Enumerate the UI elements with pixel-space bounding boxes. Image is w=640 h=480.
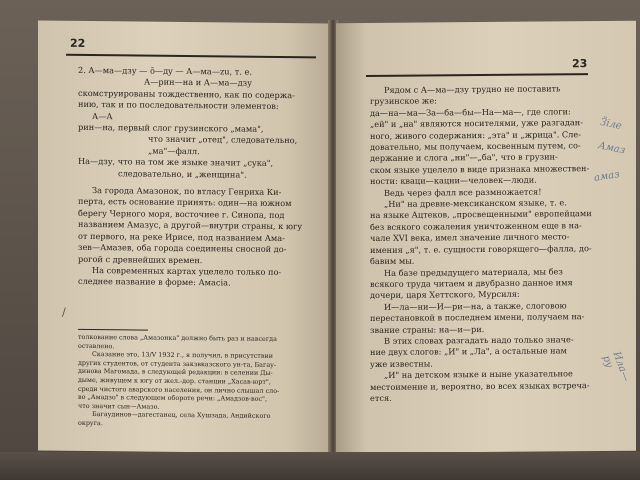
text-line: бавим мы. [370, 255, 415, 267]
text-line: звание страны: на—и—ри. [370, 323, 485, 335]
footnote-line: других студентов, от студента закзвказского ун-та, Багау- [78, 358, 277, 369]
pencil-slash-mark: / [62, 305, 66, 319]
handwritten-note: Амаз [597, 140, 627, 157]
text-line: зев—Амазев, оба города соединены сносной до- [78, 241, 287, 255]
footnote-line: Сказание это, 13/V 1932 г., я получил, в присутствии [92, 350, 273, 361]
handwritten-note: амаз [593, 169, 621, 184]
text-line: да—на—ма—За—ба—бы—На—ма—, где слоги: [370, 106, 571, 118]
table-shadow [0, 452, 640, 480]
page-number-right: 23 [572, 57, 588, 71]
right-body-text [370, 83, 595, 404]
text-line: На—дзу, что на том же языке значит „сука", [78, 156, 274, 169]
text-line: уже известны. [370, 358, 433, 369]
text-line: А—рин—на и А—ма—дзу [144, 76, 252, 89]
footnote-line: во „Амадзо" в следующем обороте речи: „Амадзов-вос", [78, 393, 268, 404]
right-page [336, 21, 636, 454]
text-line: местоимение и, вероятно, во всех языках встреча- [370, 379, 590, 392]
text-line: берегу Черного моря, восточнее г. Синопа, под [78, 207, 285, 220]
text-line: перта, есть основание принять: один—на южном [78, 196, 292, 209]
text-line: Ведь через фалл все размножается! [384, 186, 542, 198]
footnote-line: округа. [78, 418, 103, 428]
text-line: следовательно, и „женщина". [118, 167, 247, 180]
text-line: нию, так и по последовательности элементов: [78, 99, 279, 112]
text-line: На современных картах уцелело только по- [92, 264, 282, 277]
header-rule-right [366, 73, 588, 77]
text-line: названием Амазус, а другой—внутри страны, к югу [78, 219, 303, 232]
text-line: скомструированы тождественно, как по содержа- [78, 87, 295, 100]
text-line: ется. [370, 392, 392, 403]
text-line: рогой с древнейших времен. [78, 253, 203, 265]
text-line: ности: кваци—кацни—человек—люди. [370, 174, 537, 187]
left-footnotes [78, 333, 318, 430]
footnote-line: что значит сын—Амазо. [78, 401, 160, 411]
text-line: рин—на, первый слог грузинского „мама", [78, 121, 264, 134]
text-line: И—ла—ни—И—ри—на, а также, слоговою [384, 300, 567, 312]
footnote-line: оставлено. [78, 341, 115, 350]
footnote-rule [78, 329, 148, 331]
header-rule-left [66, 54, 316, 59]
text-line: ском языке уцелело в виде признака множествен- [370, 162, 590, 175]
footnote-line: среди чистого аварского населения, он лично слышал сло- [78, 384, 280, 395]
left-page [38, 20, 330, 453]
footnote-line: толкование слова „Амазонка" должно быть раз и навсегда [78, 332, 277, 343]
text-line: Рядом с А—ма—дзу трудно не поставить [384, 83, 561, 95]
text-line: грузинское же: [370, 95, 437, 107]
text-line: на языке Ацтеков, „просвещенными" европейцами [370, 208, 592, 221]
page-number-left: 22 [70, 36, 86, 50]
footnote-line: динова Магомада, в следующей редакции: в селении Ды- [78, 367, 273, 378]
text-line: „Ни" на древне-мексиканском языке, т. е. [384, 197, 567, 209]
text-line: довательно, мы получаем, косвенным путем, со- [370, 140, 581, 153]
text-line: дочери, царя Хеттского, Мурсиля: [370, 289, 520, 301]
text-line: ние двух слогов: „И" и „Ла", а остальные нам [370, 345, 567, 358]
text-line: следнее название в форме: Амасia. [78, 276, 231, 288]
text-line: А—А [92, 110, 113, 121]
text-line: от первого, на реке Ирисе, под названием Ама- [78, 230, 285, 243]
text-line: имения „я", т. е. сущности говорящего—фалла, до- [370, 242, 592, 255]
text-line: ного, живого содержания: „эта" и „жрица". Сле- [370, 128, 581, 141]
handwritten-note: Ила—ру [600, 350, 632, 384]
handwritten-note: Ӟіле [599, 116, 623, 132]
text-line: 2. А—ма—дзу — ō—дy — А—ма—zu, т. е. [78, 64, 252, 77]
text-line: держание и слога „ни"—„ба", что в грузин- [370, 151, 558, 164]
footnote-line: Багаудинов—дагестанец, села Хушзада, Андийского [92, 410, 271, 421]
footnote-line: дыме, живущем к югу от жел.-дор. станции „Хасав-юрт", [78, 375, 271, 386]
text-line: что значит „отец", следовательно, [148, 134, 298, 146]
text-line: „И" на детском языке и ныне указательное [384, 368, 573, 381]
text-line: всякого труда читаем и двубразно данное имя [370, 277, 573, 289]
text-line: На базе предыдущего материала, мы без [384, 265, 563, 278]
left-body-text [78, 65, 318, 290]
text-line: „ей" и „на" являются носителями, уже разгадан- [370, 117, 583, 130]
text-line: перестановкой в последнем имени, получаем на- [370, 311, 585, 324]
text-line: чале XVI века, имел значение личного место- [370, 231, 570, 244]
text-line: В этих словах разгадать надо только значе- [384, 334, 574, 346]
text-line: За города Амазонок, по втласу Генриха Ки- [92, 185, 282, 198]
text-line: „ма"—фалл. [148, 145, 200, 157]
text-line: без всякого сожаления уничтоженном еще в на- [370, 220, 582, 232]
